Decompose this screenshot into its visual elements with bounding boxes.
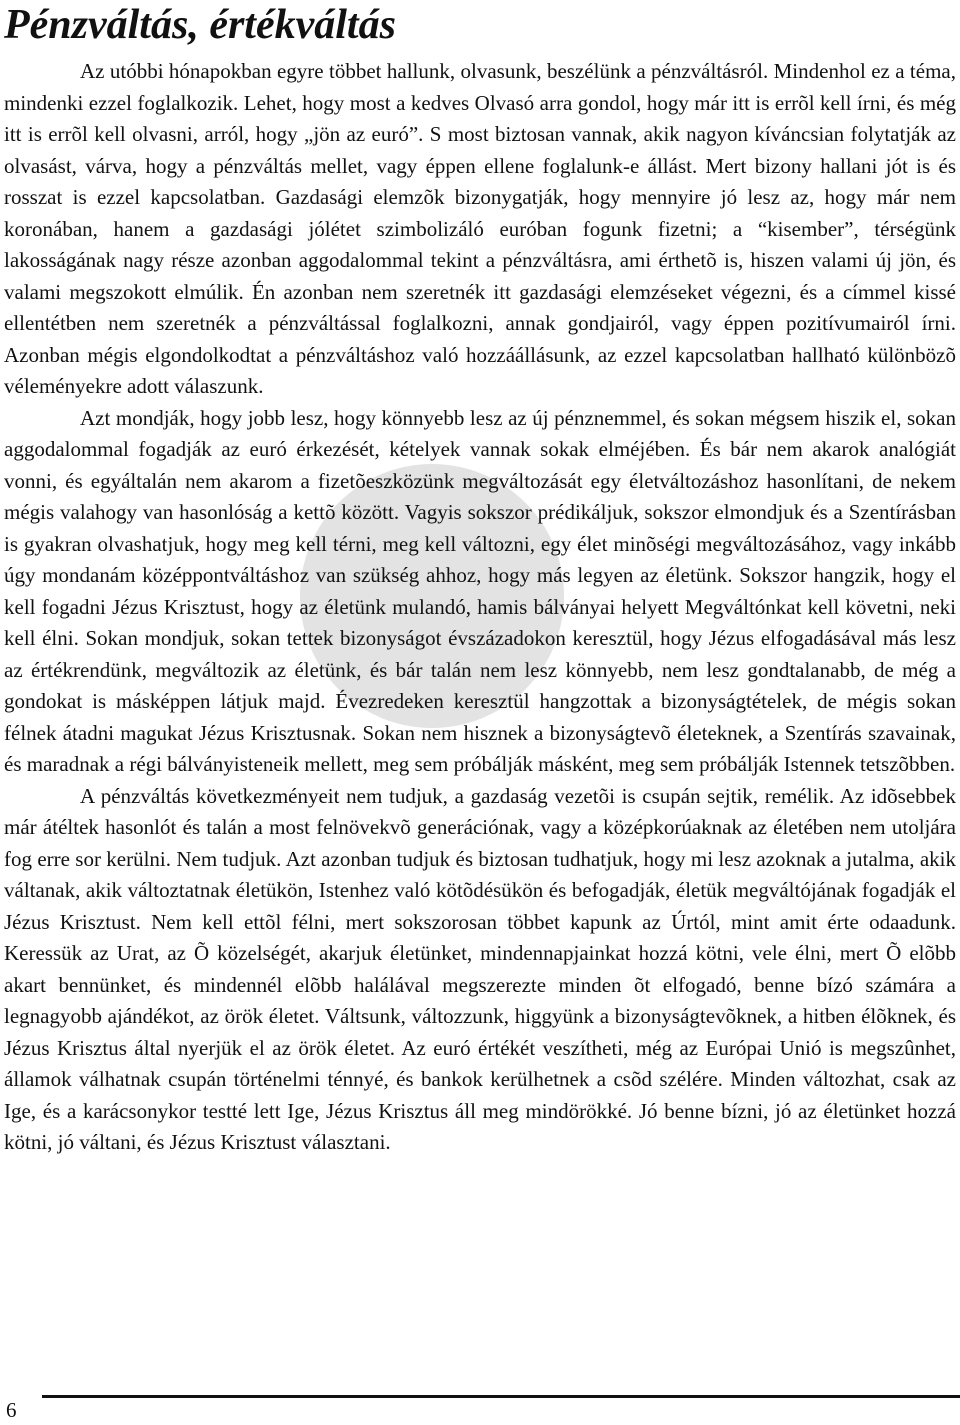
article-body	[4, 56, 956, 1159]
paragraph-1: Az utóbbi hónapokban egyre többet hallunk, olvasunk, beszélünk a pénzváltásról. Mindenhol ez a téma, mindenki ezzel foglalkozik. Lehet, hogy most a kedves Olvasó arra gondol, hogy már itt is errõl kell írni, és még itt is errõl kell olvasni, arról, hogy „jön az euró”. S most biztosan vannak, akik nagyon kíváncsian folytatják az olvasást, várva, hogy a pénzváltás mellet, vagy éppen ellene foglalunk-e állást. Mert bizony hallani jót is és rosszat is ezzel kapcsolatban. Gazdasági elemzõk bizonygatják, hogy mennyire jó lesz az, hogy már nem koronában, hanem a gazdasági jólétet szimbolizáló euróban fogunk fizetni; a “kisember”, térségünk lakosságának nagy része azonban aggodalommal tekint a pénzváltásra, ami érthetõ is, hiszen valami új jön, és valami megszokott elmúlik. Én azonban nem szeretnék itt gazdasági elemzéseket végezni, és a címmel kissé ellentétben nem szeretnék a pénzváltással foglalkozni, annak gondjairól, vagy éppen pozitívumairól írni. Azonban mégis elgondolkodtat a pénzváltáshoz való hozzáállásunk, az ezzel kapcsolatban hallható különbözõ véleményekre adott válaszunk.	[4, 59, 956, 398]
page-number: 6	[6, 1398, 17, 1422]
article-title: Pénzváltás, értékváltás	[4, 2, 396, 48]
footer-rule	[42, 1395, 960, 1398]
paragraph-3: A pénzváltás következményeit nem tudjuk, a gazdaság vezetõi is csupán sejtik, remélik. Az idõsebbek már átéltek hasonlót és talán a most felnövekvõ generációnak, vagy a középkorúaknak az életében nem utoljára fog erre sor kerülni. Nem tudjuk. Azt azonban tudjuk és biztosan tudhatjuk, hogy mi lesz azoknak a jutalma, akik váltanak, akik változtatnak életükön, Istenhez való kötõdésükön és befogadják, életük megváltójának fogadják el Jézus Krisztust. Nem kell ettõl félni, mert sokszorosan többet kapunk az Úrtól, mint amit érte odaadunk. Keressük az Urat, az Õ közelségét, akarjuk életünket, mindennapjainkat hozzá kötni, vele élni, mert Õ elõbb akart bennünket, és mindennél elõbb halálával megszerezte minden õt elfogadó, benne bízó számára a legnagyobb ajándékot, az örök életet. Váltsunk, változzunk, higgyünk a bizonyságtevõknek, a hitben élõknek, és Jézus Krisztus által nyerjük el az örök életet. Az euró értékét veszítheti, még az Európai Unió is megszûnhet, államok válhatnak csupán történelmi ténnyé, és bankok kerülhetnek a csõd szélére. Minden változhat, csak az Ige, és a karácsonykor testté lett Ige, Jézus Krisztus áll meg mindörökké. Jó benne bízni, jó az életünket hozzá kötni, jó váltani, és Jézus Krisztust választani.	[4, 783, 956, 1154]
paragraph-2: Azt mondják, hogy jobb lesz, hogy könnyebb lesz az új pénznemmel, és sokan mégsem hiszik el, sokan aggodalommal fogadják az euró érkezését, kételyek vannak sokak elméjében. És bár nem akarok analógiát vonni, és egyáltalán nem akarom a fizetõeszközünk megváltozását egy életváltozáshoz hasonlítani, de nekem mégis valahogy van hasonlóság a kettõ között. Vagyis sokszor prédikáljuk, sokszor elmondjuk és a Szentírásban is gyakran olvashatjuk, hogy meg kell térni, meg kell változni, egy élet minõségi megváltozásához, vagy inkább úgy mondanám középpontváltáshoz van szükség ahhoz, hogy más legyen az életünk. Sokszor hangzik, hogy el kell fogadni Jézus Krisztust, hogy az életünk mulandó, hamis bálványai helyett Megváltónkat kell követni, neki kell élni. Sokan mondjuk, sokan tettek bizonyságot évszázadokon keresztül, hogy Jézus elfogadásával más lesz az értékrendünk, megváltozik az életünk, és bár talán nem lesz könnyebb, nem lesz gondtalanabb, de még a gondokat is másképpen látjuk majd. Évezredeken keresztül hangzottak a bizonyságtételek, de mégis sokan félnek átadni magukat Jézus Krisztusnak. Sokan nem hisznek a bizonyságtevõ életeknek, a Szentírás szavainak, és maradnak a régi bálványisteneik mellett, meg sem próbálják másként, meg sem próbálják Istennek tetszõbben.	[4, 405, 956, 776]
